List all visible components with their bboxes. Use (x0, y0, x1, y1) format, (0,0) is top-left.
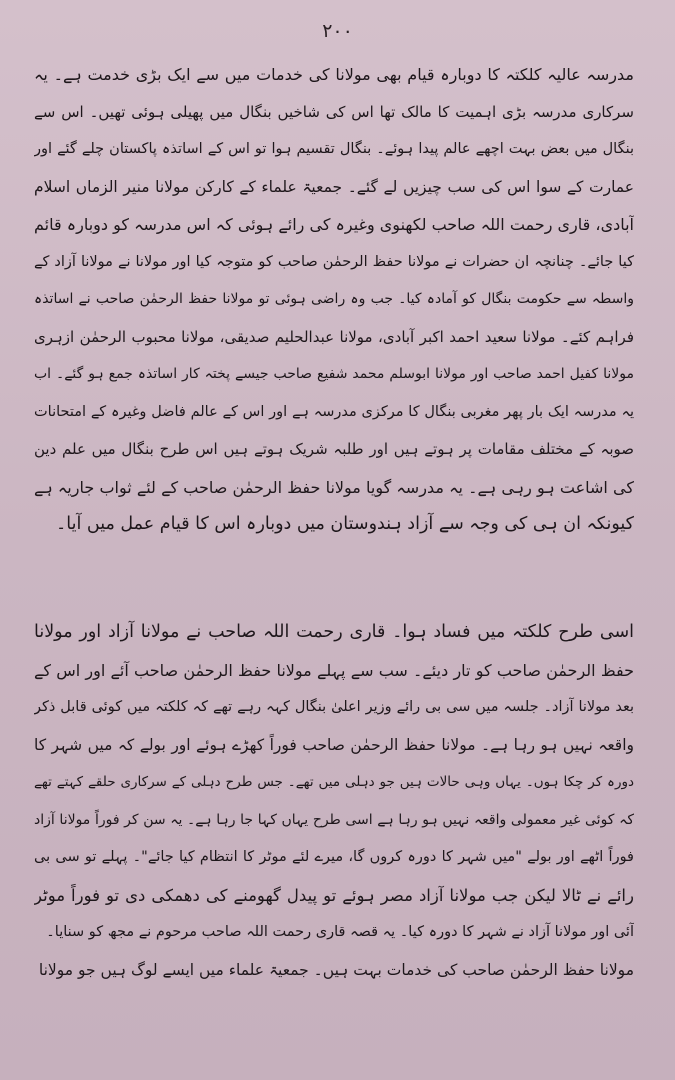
text-line: حفظ الرحمٰن صاحب کو تار دیئے۔ سب سے پہلے مولانا حفظ الرحمٰن صاحب آئے اور اس کے (34, 660, 634, 680)
text-line: بنگال میں بعض بہت اچھے عالم پیدا ہوئے۔ بنگال تقسیم ہوا تو اس کے اساتذہ پاکستان چلے گئے اور (34, 141, 634, 157)
text-line: دورہ کر چکا ہوں۔ یہاں وہی حالات ہیں جو دہلی میں تھے۔ جس طرح دہلی کے سرکاری حلقے کہتے تھے (34, 774, 634, 790)
text-line: مولانا کفیل احمد صاحب اور مولانا ابوسلم محمد شفیع صاحب جیسے پختہ کار اساتذہ جمع ہو گئے۔ اب (34, 366, 634, 382)
page-number: ۲۰۰ (322, 20, 353, 42)
text-line: سرکاری مدرسہ بڑی اہمیت کا مالک تھا اس کی شاخیں بنگال میں پھیلی ہوئی تھیں۔ اس سے (34, 102, 634, 121)
text-line: آئی اور مولانا آزاد نے شہر کا دورہ کیا۔ یہ قصہ قاری رحمت اللہ صاحب مرحوم نے مجھ کو سنایا۔ (46, 924, 634, 940)
text-line: فراہم کئے۔ مولانا سعید احمد اکبر آبادی، مولانا عبدالحلیم صدیقی، مولانا محبوب الرحمٰن ازہری (34, 327, 634, 346)
paragraph-2 (34, 614, 634, 989)
text-line: واقعہ نہیں ہو رہا ہے۔ مولانا حفظ الرحمٰن صاحب فوراً کھڑے ہوئے اور بولے کہ میں شہر کا (34, 735, 634, 754)
text-line: کہ کوئی غیر معمولی واقعہ نہیں ہو رہا ہے اسی طرح یہاں کہا جا رہا ہے۔ یہ سن کر فوراً مولانا آزاد (34, 811, 634, 828)
text-line: مولانا حفظ الرحمٰن صاحب کی خدمات بہت ہیں۔ جمعیۃ علماء میں ایسے لوگ ہیں جو مولانا (38, 960, 634, 979)
paragraph-1 (34, 56, 634, 544)
text-line: صوبہ کے مختلف مقامات پر ہوتے ہیں اور طلبہ شریک ہوتے ہیں اس طرح بنگال میں علم دین (34, 440, 634, 458)
text-line: کیونکہ ان ہی کی وجہ سے آزاد ہندوستان میں دوبارہ اس کا قیام عمل میں آیا۔ (56, 514, 634, 534)
text-line: رائے نے ٹالا لیکن جب مولانا آزاد مصر ہوئے تو پیدل گھومنے کی دھمکی دی تو فوراً موٹر (34, 885, 634, 905)
text-line: عمارت کے سوا اس کی سب چیزیں لے گئے۔ جمعیۃ علماء کے کارکن مولانا منیر الزماں اسلام (34, 177, 634, 196)
text-line: اسی طرح کلکتہ میں فساد ہوا۔ قاری رحمت اللہ صاحب نے مولانا آزاد اور مولانا (34, 622, 634, 642)
text-line: آبادی، قاری رحمت اللہ صاحب لکھنوی وغیرہ کی رائے ہوئی کہ اس مدرسہ کو دوبارہ قائم (34, 215, 634, 234)
text-line: کیا جائے۔ چنانچہ ان حضرات نے مولانا حفظ الرحمٰن صاحب کو متوجہ کیا اور مولانا نے مولانا آزاد کے (34, 253, 634, 270)
text-line: کی اشاعت ہو رہی ہے۔ یہ مدرسہ گویا مولانا حفظ الرحمٰن صاحب کے لئے ثواب جاریہ ہے (34, 477, 634, 497)
text-line: بعد مولانا آزاد۔ جلسہ میں سی بی رائے وزیر اعلیٰ بنگال کہہ رہے تھے کہ کلکتہ میں کوئی قابل ذکر (34, 699, 634, 715)
text-line: واسطہ سے حکومت بنگال کو آمادہ کیا۔ جب وہ راضی ہوئی تو مولانا حفظ الرحمٰن صاحب نے اساتذہ (34, 291, 634, 307)
text-line: فوراً اٹھے اور بولے "میں شہر کا دورہ کروں گا، میرے لئے موٹر کا انتظام کیا جائے"۔ پہلے تو سی بی (34, 849, 634, 865)
text-line: یہ مدرسہ ایک بار پھر مغربی بنگال کا مرکزی مدرسہ ہے اور اس کے عالم فاضل وغیرہ کے امتحانات (34, 403, 634, 420)
text-line: مدرسہ عالیہ کلکتہ کا دوبارہ قیام بھی مولانا کی خدمات میں سے ایک بڑی خدمت ہے۔ یہ (34, 65, 634, 84)
